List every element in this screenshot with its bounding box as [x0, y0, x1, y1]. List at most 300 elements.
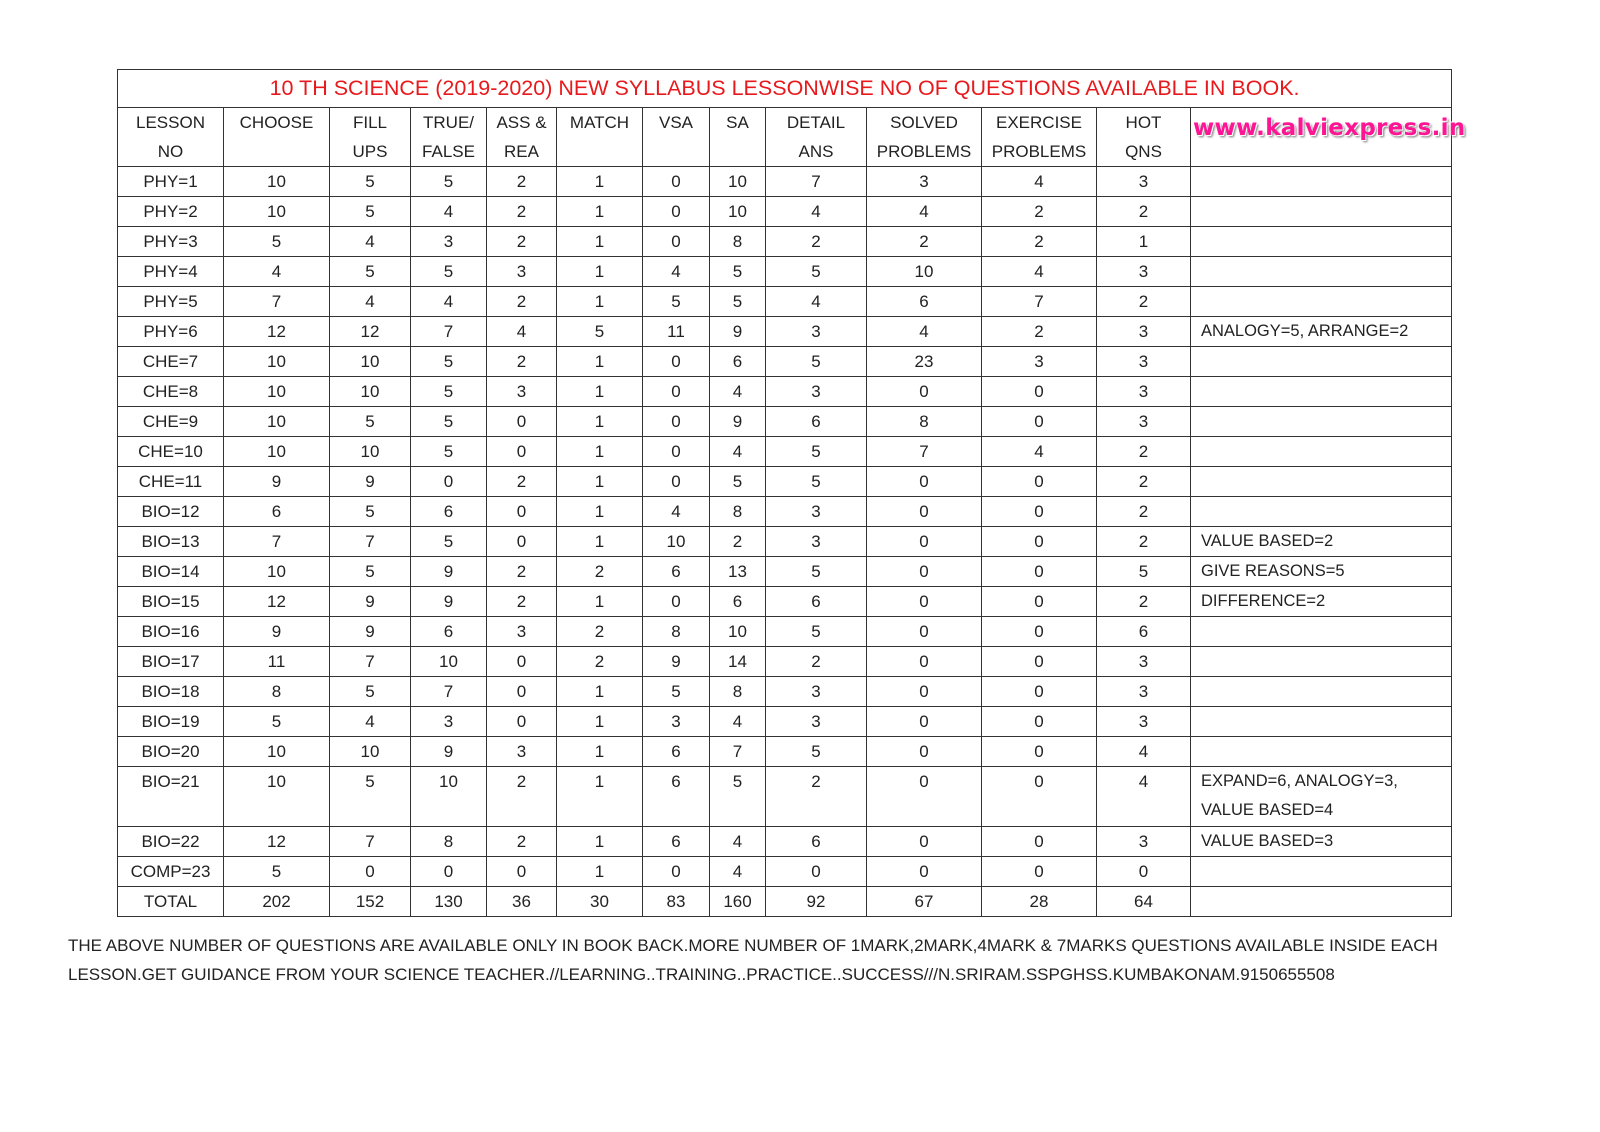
count-cell: 0 [487, 437, 557, 467]
note-cell: VALUE BASED=2 [1191, 527, 1452, 557]
count-cell: 10 [710, 197, 766, 227]
note-cell [1191, 377, 1452, 407]
count-cell: 9 [411, 587, 487, 617]
count-cell: 3 [487, 737, 557, 767]
count-cell: 3 [766, 527, 867, 557]
count-cell: 4 [643, 257, 710, 287]
count-cell: 4 [330, 707, 411, 737]
count-cell: 3 [1097, 167, 1191, 197]
count-cell: 10 [330, 347, 411, 377]
lesson-cell: BIO=22 [118, 827, 224, 857]
column-header-line: FALSE [422, 142, 475, 161]
footer-line: LESSON.GET GUIDANCE FROM YOUR SCIENCE TEACHER.//LEARNING..TRAINING..PRACTICE..SUCCESS///N.SRIRAM.SSPGHSS.KUMBAKONAM.9150655508 [68, 965, 1335, 984]
count-cell: 3 [766, 497, 867, 527]
count-cell: 0 [867, 467, 982, 497]
count-cell: 4 [330, 227, 411, 257]
count-cell: 0 [982, 497, 1097, 527]
count-cell: 2 [1097, 587, 1191, 617]
lesson-cell: PHY=3 [118, 227, 224, 257]
count-cell: 0 [867, 707, 982, 737]
count-cell: 8 [224, 677, 330, 707]
count-cell: 9 [330, 617, 411, 647]
count-cell: 0 [982, 737, 1097, 767]
count-cell: 5 [330, 497, 411, 527]
note-cell [1191, 167, 1452, 197]
count-cell: 10 [330, 737, 411, 767]
count-cell: 4 [982, 437, 1097, 467]
column-header-line: MATCH [569, 113, 630, 132]
table-row [118, 767, 1452, 827]
column-header [1097, 108, 1191, 167]
table-row [118, 167, 1452, 197]
column-header [224, 108, 330, 167]
count-cell: 0 [867, 647, 982, 677]
count-cell: 7 [867, 437, 982, 467]
count-cell: 0 [643, 347, 710, 377]
count-cell: 0 [867, 767, 982, 827]
count-cell: 152 [330, 887, 411, 917]
total-row [118, 887, 1452, 917]
count-cell: 0 [643, 587, 710, 617]
table-row [118, 827, 1452, 857]
count-cell: 0 [867, 857, 982, 887]
count-cell: 5 [224, 857, 330, 887]
count-cell: 2 [766, 647, 867, 677]
note-cell [1191, 887, 1452, 917]
count-cell: 3 [766, 707, 867, 737]
count-cell: 3 [1097, 677, 1191, 707]
table-row [118, 857, 1452, 887]
count-cell: 4 [224, 257, 330, 287]
count-cell: 4 [867, 317, 982, 347]
count-cell: 0 [982, 527, 1097, 557]
column-header-line: DETAIL [786, 113, 846, 132]
count-cell: 0 [867, 827, 982, 857]
count-cell: 5 [557, 317, 643, 347]
count-cell: 2 [557, 647, 643, 677]
count-cell: 7 [330, 647, 411, 677]
lesson-cell: TOTAL [118, 887, 224, 917]
count-cell: 5 [710, 467, 766, 497]
column-header-line: PROBLEMS [876, 142, 972, 161]
count-cell: 8 [643, 617, 710, 647]
table-row [118, 347, 1452, 377]
count-cell: 6 [766, 587, 867, 617]
count-cell: 160 [710, 887, 766, 917]
count-cell: 3 [1097, 407, 1191, 437]
count-cell: 4 [710, 377, 766, 407]
count-cell: 5 [330, 767, 411, 827]
count-cell: 2 [1097, 437, 1191, 467]
watermark-cell [1191, 108, 1466, 167]
table-row [118, 227, 1452, 257]
lesson-cell: BIO=15 [118, 587, 224, 617]
count-cell: 9 [710, 317, 766, 347]
count-cell: 5 [224, 707, 330, 737]
column-header-line [224, 137, 329, 166]
column-header-line: SA [726, 113, 749, 132]
count-cell: 0 [867, 677, 982, 707]
column-header-line: QNS [1125, 142, 1162, 161]
count-cell: 3 [982, 347, 1097, 377]
lesson-cell: BIO=13 [118, 527, 224, 557]
count-cell: 0 [487, 407, 557, 437]
count-cell: 5 [224, 227, 330, 257]
count-cell: 2 [487, 827, 557, 857]
count-cell: 10 [224, 197, 330, 227]
count-cell: 0 [867, 497, 982, 527]
count-cell: 14 [710, 647, 766, 677]
count-cell: 3 [411, 227, 487, 257]
lesson-cell: PHY=5 [118, 287, 224, 317]
count-cell: 0 [982, 557, 1097, 587]
count-cell: 1 [557, 737, 643, 767]
count-cell: 13 [710, 557, 766, 587]
count-cell: 8 [710, 227, 766, 257]
count-cell: 4 [1097, 737, 1191, 767]
table-row [118, 407, 1452, 437]
count-cell: 5 [766, 437, 867, 467]
count-cell: 2 [557, 557, 643, 587]
count-cell: 0 [867, 737, 982, 767]
table-row [118, 617, 1452, 647]
count-cell: 0 [867, 587, 982, 617]
count-cell: 12 [224, 317, 330, 347]
count-cell: 6 [224, 497, 330, 527]
count-cell: 2 [487, 767, 557, 827]
count-cell: 2 [982, 317, 1097, 347]
count-cell: 10 [643, 527, 710, 557]
count-cell: 0 [411, 857, 487, 887]
count-cell: 9 [224, 467, 330, 497]
count-cell: 3 [1097, 647, 1191, 677]
table-row [118, 197, 1452, 227]
count-cell: 0 [982, 707, 1097, 737]
count-cell: 2 [982, 227, 1097, 257]
note-cell: VALUE BASED=3 [1191, 827, 1452, 857]
column-header [330, 108, 411, 167]
column-header-line: NO [157, 142, 184, 161]
count-cell: 0 [867, 527, 982, 557]
count-cell: 1 [557, 827, 643, 857]
column-header-line: REA [504, 142, 539, 161]
column-header-line: HOT [1125, 113, 1162, 132]
count-cell: 0 [982, 827, 1097, 857]
table-row [118, 677, 1452, 707]
count-cell: 12 [224, 587, 330, 617]
count-cell: 0 [982, 767, 1097, 827]
count-cell: 3 [643, 707, 710, 737]
note-cell [1191, 677, 1452, 707]
count-cell: 2 [982, 197, 1097, 227]
count-cell: 5 [643, 677, 710, 707]
lesson-cell: BIO=14 [118, 557, 224, 587]
count-cell: 1 [557, 197, 643, 227]
column-header-line [643, 137, 709, 166]
count-cell: 1 [557, 167, 643, 197]
count-cell: 1 [557, 857, 643, 887]
count-cell: 0 [867, 557, 982, 587]
column-header-line: SOLVED [890, 113, 958, 132]
count-cell: 64 [1097, 887, 1191, 917]
count-cell: 10 [224, 377, 330, 407]
count-cell: 6 [766, 407, 867, 437]
count-cell: 83 [643, 887, 710, 917]
note-cell [1191, 467, 1452, 497]
count-cell: 4 [982, 167, 1097, 197]
count-cell: 10 [224, 737, 330, 767]
count-cell: 10 [411, 767, 487, 827]
count-cell: 8 [867, 407, 982, 437]
count-cell: 0 [643, 167, 710, 197]
count-cell: 1 [557, 377, 643, 407]
count-cell: 5 [1097, 557, 1191, 587]
note-cell [1191, 437, 1452, 467]
count-cell: 0 [982, 467, 1097, 497]
count-cell: 0 [487, 857, 557, 887]
note-cell [1191, 197, 1452, 227]
count-cell: 10 [710, 167, 766, 197]
lesson-cell: CHE=8 [118, 377, 224, 407]
count-cell: 3 [487, 257, 557, 287]
count-cell: 5 [710, 767, 766, 827]
note-cell [1191, 647, 1452, 677]
count-cell: 3 [487, 617, 557, 647]
lesson-cell: CHE=7 [118, 347, 224, 377]
column-header-line: TRUE/ [423, 113, 474, 132]
column-header-line: LESSON [136, 113, 205, 132]
table-row [118, 647, 1452, 677]
count-cell: 8 [710, 497, 766, 527]
count-cell: 3 [1097, 317, 1191, 347]
count-cell: 4 [766, 287, 867, 317]
column-header-line: VSA [658, 113, 694, 132]
count-cell: 5 [330, 407, 411, 437]
count-cell: 7 [411, 677, 487, 707]
count-cell: 5 [330, 167, 411, 197]
column-header-line: ASS & [496, 113, 547, 132]
count-cell: 4 [710, 857, 766, 887]
count-cell: 5 [710, 287, 766, 317]
lesson-cell: PHY=2 [118, 197, 224, 227]
count-cell: 6 [867, 287, 982, 317]
count-cell: 7 [766, 167, 867, 197]
count-cell: 2 [1097, 527, 1191, 557]
count-cell: 2 [1097, 287, 1191, 317]
table-row [118, 737, 1452, 767]
count-cell: 9 [330, 467, 411, 497]
count-cell: 2 [1097, 467, 1191, 497]
count-cell: 10 [224, 167, 330, 197]
note-cell: ANALOGY=5, ARRANGE=2 [1191, 317, 1452, 347]
count-cell: 0 [643, 197, 710, 227]
count-cell: 2 [710, 527, 766, 557]
lesson-cell: BIO=19 [118, 707, 224, 737]
note-cell [1191, 347, 1452, 377]
count-cell: 5 [710, 257, 766, 287]
count-cell: 10 [224, 767, 330, 827]
count-cell: 1 [557, 227, 643, 257]
count-cell: 0 [982, 677, 1097, 707]
table-row [118, 437, 1452, 467]
count-cell: 4 [411, 287, 487, 317]
count-cell: 9 [411, 557, 487, 587]
count-cell: 3 [1097, 827, 1191, 857]
count-cell: 0 [867, 377, 982, 407]
note-cell [1191, 257, 1452, 287]
count-cell: 1 [557, 497, 643, 527]
count-cell: 5 [411, 347, 487, 377]
count-cell: 36 [487, 887, 557, 917]
count-cell: 4 [411, 197, 487, 227]
count-cell: 0 [487, 677, 557, 707]
note-cell [1191, 857, 1452, 887]
count-cell: 10 [330, 437, 411, 467]
note-cell [1191, 287, 1452, 317]
count-cell: 0 [982, 617, 1097, 647]
note-cell: GIVE REASONS=5 [1191, 557, 1452, 587]
lesson-cell: CHE=10 [118, 437, 224, 467]
lesson-cell: CHE=9 [118, 407, 224, 437]
count-cell: 2 [487, 467, 557, 497]
note-cell [1191, 497, 1452, 527]
column-header-line: UPS [352, 142, 388, 161]
column-header [557, 108, 643, 167]
note-cell [1191, 617, 1452, 647]
count-cell: 6 [643, 557, 710, 587]
count-cell: 0 [411, 467, 487, 497]
count-cell: 1 [557, 767, 643, 827]
column-header [118, 108, 224, 167]
count-cell: 4 [867, 197, 982, 227]
count-cell: 0 [867, 617, 982, 647]
count-cell: 10 [330, 377, 411, 407]
count-cell: 1 [557, 587, 643, 617]
column-header-line: EXERCISE [996, 113, 1082, 132]
lesson-cell: BIO=18 [118, 677, 224, 707]
count-cell: 7 [224, 527, 330, 557]
count-cell: 4 [982, 257, 1097, 287]
count-cell: 2 [487, 197, 557, 227]
count-cell: 9 [643, 647, 710, 677]
count-cell: 2 [487, 227, 557, 257]
count-cell: 0 [330, 857, 411, 887]
lesson-cell: COMP=23 [118, 857, 224, 887]
count-cell: 2 [487, 167, 557, 197]
lesson-cell: BIO=12 [118, 497, 224, 527]
note-cell [1191, 407, 1452, 437]
count-cell: 4 [330, 287, 411, 317]
table-row [118, 707, 1452, 737]
column-header-line: PROBLEMS [991, 142, 1087, 161]
count-cell: 6 [411, 617, 487, 647]
footer-line: THE ABOVE NUMBER OF QUESTIONS ARE AVAILABLE ONLY IN BOOK BACK.MORE NUMBER OF 1MARK,2MARK,4MARK & 7MARKS QUESTIONS AVAILABLE INSIDE EACH [68, 936, 1438, 955]
count-cell: 1 [557, 257, 643, 287]
count-cell: 12 [224, 827, 330, 857]
column-header-line: ANS [798, 142, 834, 161]
count-cell: 5 [330, 257, 411, 287]
count-cell: 3 [766, 677, 867, 707]
count-cell: 67 [867, 887, 982, 917]
count-cell: 0 [643, 407, 710, 437]
count-cell: 3 [1097, 257, 1191, 287]
column-header-line: FILL [352, 113, 388, 132]
count-cell: 8 [710, 677, 766, 707]
footer-note [68, 931, 1568, 989]
count-cell: 0 [982, 857, 1097, 887]
count-cell: 0 [643, 227, 710, 257]
count-cell: 5 [643, 287, 710, 317]
lesson-cell: PHY=4 [118, 257, 224, 287]
count-cell: 0 [643, 857, 710, 887]
count-cell: 7 [982, 287, 1097, 317]
count-cell: 1 [557, 707, 643, 737]
count-cell: 0 [487, 707, 557, 737]
count-cell: 5 [411, 167, 487, 197]
column-header [982, 108, 1097, 167]
column-header [487, 108, 557, 167]
count-cell: 7 [330, 527, 411, 557]
count-cell: 9 [710, 407, 766, 437]
count-cell: 1 [557, 677, 643, 707]
count-cell: 10 [710, 617, 766, 647]
count-cell: 1 [557, 347, 643, 377]
count-cell: 9 [330, 587, 411, 617]
watermark-logo: www.kalviexpress.in [1193, 115, 1466, 141]
count-cell: 2 [487, 557, 557, 587]
count-cell: 4 [710, 827, 766, 857]
count-cell: 0 [643, 377, 710, 407]
count-cell: 2 [487, 287, 557, 317]
count-cell: 1 [557, 437, 643, 467]
count-cell: 0 [487, 647, 557, 677]
table-row [118, 527, 1452, 557]
count-cell: 8 [411, 827, 487, 857]
count-cell: 3 [1097, 377, 1191, 407]
count-cell: 12 [330, 317, 411, 347]
count-cell: 0 [766, 857, 867, 887]
count-cell: 6 [411, 497, 487, 527]
count-cell: 0 [487, 527, 557, 557]
count-cell: 7 [330, 827, 411, 857]
count-cell: 4 [710, 437, 766, 467]
count-cell: 7 [224, 287, 330, 317]
count-cell: 3 [1097, 707, 1191, 737]
count-cell: 11 [224, 647, 330, 677]
count-cell: 7 [411, 317, 487, 347]
count-cell: 4 [1097, 767, 1191, 827]
count-cell: 0 [982, 377, 1097, 407]
count-cell: 0 [487, 497, 557, 527]
count-cell: 9 [224, 617, 330, 647]
column-header-line [710, 137, 765, 166]
count-cell: 5 [411, 407, 487, 437]
count-cell: 1 [1097, 227, 1191, 257]
count-cell: 1 [557, 287, 643, 317]
count-cell: 10 [224, 347, 330, 377]
count-cell: 9 [411, 737, 487, 767]
note-cell: DIFFERENCE=2 [1191, 587, 1452, 617]
count-cell: 3 [411, 707, 487, 737]
count-cell: 2 [487, 347, 557, 377]
count-cell: 1 [557, 527, 643, 557]
count-cell: 5 [411, 377, 487, 407]
column-header [643, 108, 710, 167]
lesson-cell: BIO=21 [118, 767, 224, 827]
lesson-cell: BIO=16 [118, 617, 224, 647]
count-cell: 6 [643, 737, 710, 767]
count-cell: 5 [766, 737, 867, 767]
